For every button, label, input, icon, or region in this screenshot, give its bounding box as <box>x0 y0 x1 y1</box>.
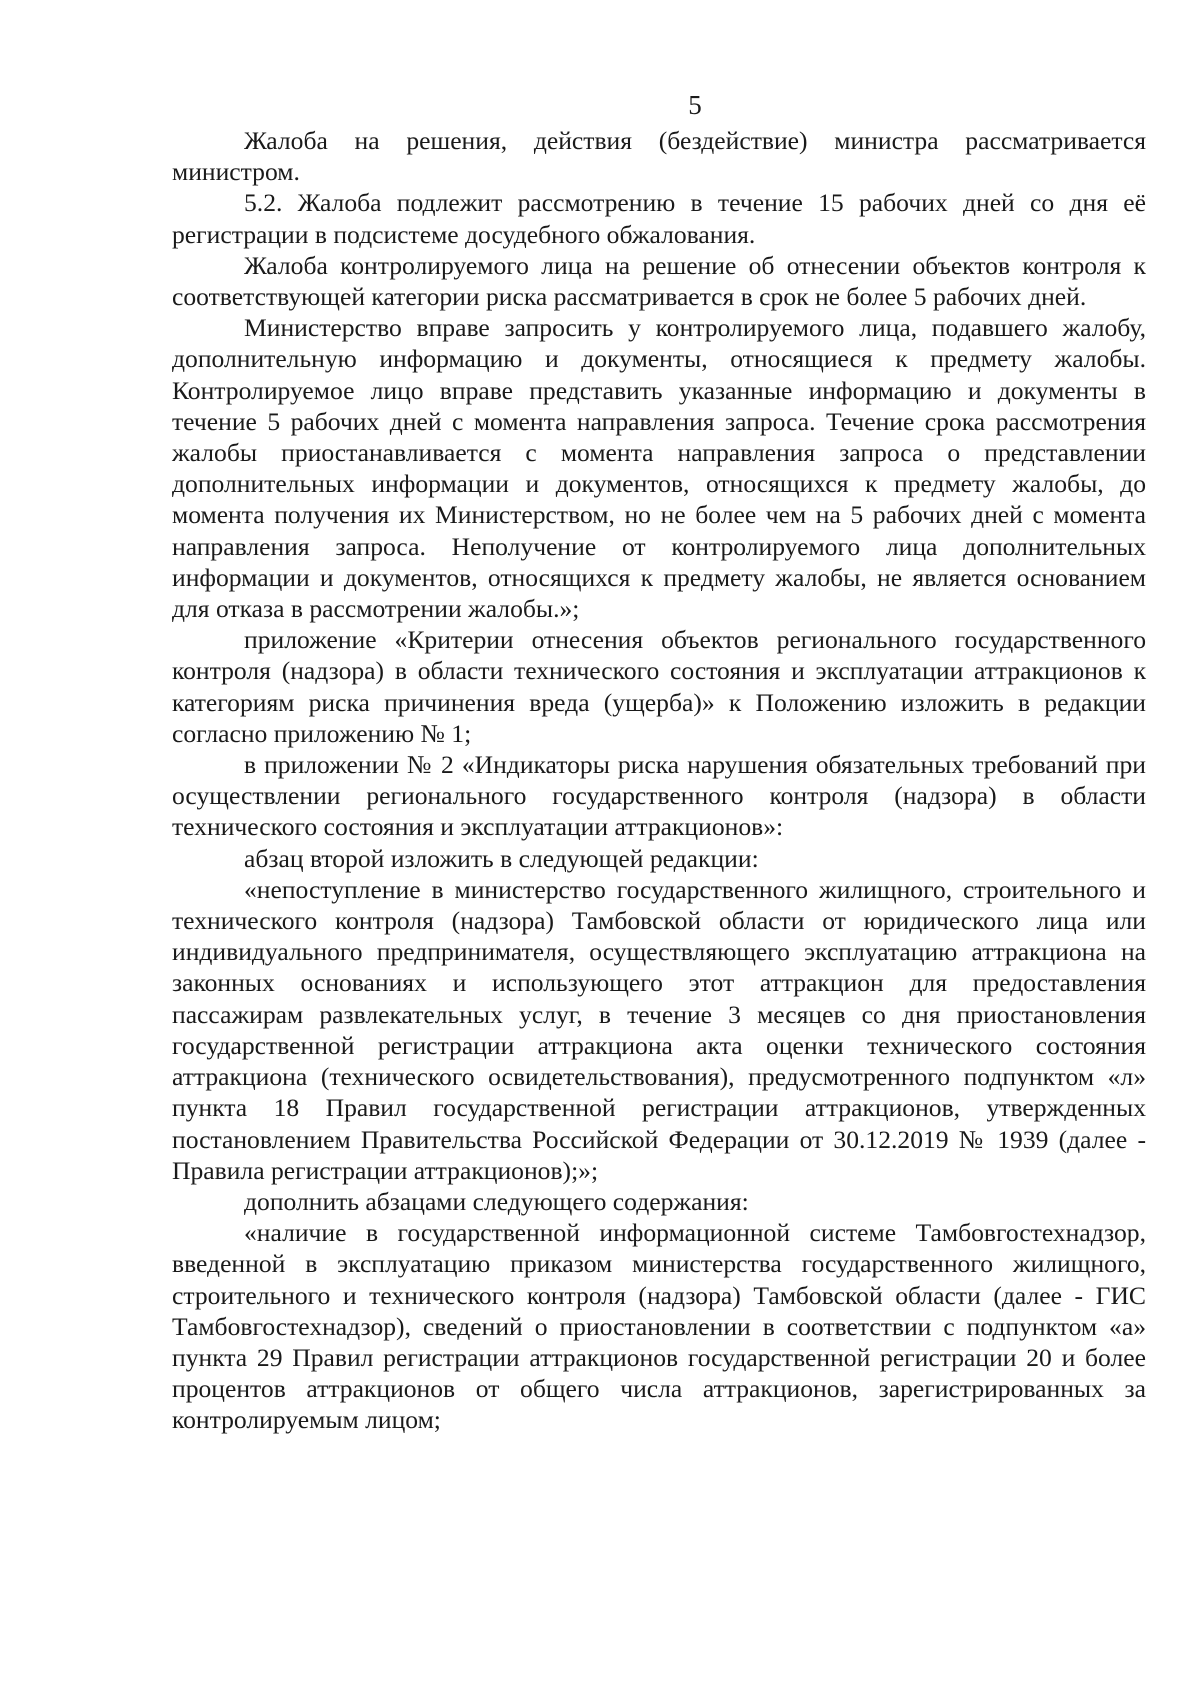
document-body <box>172 125 1146 1436</box>
paragraph-gis-indicator: «наличие в государственной информационной системе Тамбовгостехнадзор, введенной в эксплуатацию приказом министерства государственного жилищного, строительного и технического контроля (надзора) Тамбовской области (далее - ГИС Тамбовгостехнадзор), сведений о приостановлении в соответствии с подпунктом «а» пункта 29 Правил регистрации аттракционов государственной регистрации 20 и более процентов аттракционов от общего числа аттракционов, зарегистрированных за контролируемым лицом; <box>172 1218 1146 1435</box>
paragraph-annex-2-indicators: в приложении № 2 «Индикаторы риска нарушения обязательных требований при осуществлении регионального государственного контроля (надзора) в области технического состояния и эксплуатации аттракционов»: <box>172 750 1146 842</box>
paragraph-criteria-annex: приложение «Критерии отнесения объектов регионального государственного контроля (надзора) в области технического состояния и эксплуатации аттракционов к категориям риска причинения вреда (ущерба)» к Положению изложить в редакции согласно приложению № 1; <box>172 625 1146 748</box>
page-number: 5 <box>688 90 702 120</box>
paragraph-additional-information-request: Министерство вправе запросить у контролируемого лица, подавшего жалобу, дополнительную информацию и документы, относящиеся к предмету жалобы. Контролируемое лицо вправе представить указанные информацию и документы в течение 5 рабочих дней с момента направления запроса. Течение срока рассмотрения жалобы приостанавливается с момента направления запроса о представлении дополнительных информации и документов, относящихся к предмету жалобы, до момента получения их Министерством, но не более чем на 5 рабочих дней с момента направления запроса. Неполучение от контролируемого лица дополнительных информации и документов, относящихся к предмету жалобы, не является основанием для отказа в рассмотрении жалобы.»; <box>172 313 1146 624</box>
paragraph-add-subparagraphs: дополнить абзацами следующего содержания: <box>244 1186 749 1216</box>
paragraph-5-2-review-period: 5.2. Жалоба подлежит рассмотрению в течение 15 рабочих дней со дня её регистрации в подсистеме досудебного обжалования. <box>172 188 1146 249</box>
paragraph-complaint-minister: Жалоба на решения, действия (бездействие) министра рассматривается министром. <box>172 126 1146 187</box>
paragraph-risk-category-complaint: Жалоба контролируемого лица на решение об отнесении объектов контроля к соответствующей категории риска рассматривается в срок не более 5 рабочих дней. <box>172 250 1146 312</box>
paragraph-second-subparagraph: абзац второй изложить в следующей редакции: <box>244 843 759 873</box>
paragraph-non-receipt-indicator: «непоступление в министерство государственного жилищного, строительного и технического контроля (надзора) Тамбовской области от юридического лица или индивидуального предпринимателя, осуществляющего эксплуатацию аттракциона на законных основаниях и использующего этот аттракцион для предоставления пассажирам развлекательных услуг, в течение 3 месяцев со дня приостановления государственной регистрации аттракциона акта оценки технического состояния аттракциона (технического освидетельствования), предусмотренного подпунктом «л» пункта 18 Правил государственной регистрации аттракционов, утвержденных постановлением Правительства Российской Федерации от 30.12.2019 № 1939 (далее - Правила регистрации аттракционов);»; <box>172 874 1146 1185</box>
